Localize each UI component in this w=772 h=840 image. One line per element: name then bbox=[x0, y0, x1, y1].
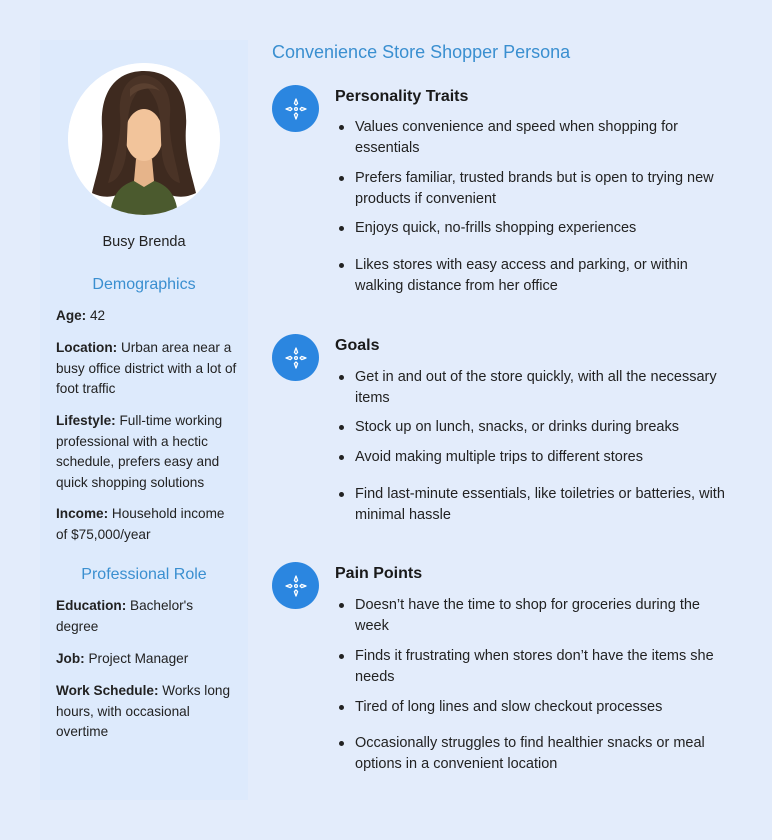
list-item: Stock up on lunch, snacks, or drinks during breaks bbox=[355, 417, 730, 438]
persona-sidebar bbox=[40, 40, 248, 800]
page-title: Convenience Store Shopper Persona bbox=[272, 42, 571, 62]
section-heading-personality: Personality Traits bbox=[335, 88, 469, 105]
avatar bbox=[68, 63, 220, 215]
age-value: 42 bbox=[86, 308, 106, 323]
job-label: Job: bbox=[56, 651, 85, 666]
job-value: Project Manager bbox=[84, 651, 189, 666]
age-label: Age: bbox=[56, 308, 87, 323]
location-label: Location: bbox=[56, 340, 118, 355]
list-item: Enjoys quick, no-frills shopping experiences bbox=[355, 218, 730, 239]
section-heading-pain-points: Pain Points bbox=[335, 565, 423, 582]
list-item: Finds it frustrating when stores don’t have the items she needs bbox=[355, 646, 730, 688]
section-heading-goals: Goals bbox=[335, 337, 380, 354]
education-value: Bachelor's degree bbox=[56, 598, 194, 634]
schedule-label: Work Schedule: bbox=[56, 683, 159, 698]
lifestyle-label: Lifestyle: bbox=[56, 413, 116, 428]
field-location bbox=[56, 338, 238, 400]
field-work-schedule bbox=[56, 681, 238, 743]
list-item: Find last-minute essentials, like toiletries or batteries, with minimal hassle bbox=[355, 484, 730, 526]
list-item: Likes stores with easy access and parking, or within walking distance from her office bbox=[355, 255, 730, 297]
list-item: Occasionally struggles to find healthier snacks or meal options in a convenient location bbox=[355, 733, 730, 775]
list-item: Prefers familiar, trusted brands but is open to trying new products if convenient bbox=[355, 168, 730, 210]
income-label: Income: bbox=[56, 506, 109, 521]
demographics-heading: Demographics bbox=[92, 276, 196, 293]
sparkle-icon bbox=[272, 85, 319, 132]
field-income bbox=[56, 504, 238, 545]
persona-name: Busy Brenda bbox=[102, 234, 186, 250]
schedule-value: Works long hours, with occasional overtime bbox=[56, 683, 231, 739]
field-education bbox=[56, 596, 238, 637]
list-item: Avoid making multiple trips to different stores bbox=[355, 447, 730, 468]
list-item: Tired of long lines and slow checkout processes bbox=[355, 697, 730, 718]
field-job bbox=[56, 649, 238, 670]
list-item: Values convenience and speed when shopping for essentials bbox=[355, 117, 730, 159]
field-lifestyle bbox=[56, 411, 238, 493]
field-age bbox=[56, 306, 238, 327]
sparkle-icon bbox=[272, 334, 319, 381]
sparkle-icon bbox=[272, 562, 319, 609]
education-label: Education: bbox=[56, 598, 127, 613]
list-item: Doesn’t have the time to shop for groceries during the week bbox=[355, 595, 730, 637]
income-value: Household income of $75,000/year bbox=[56, 506, 225, 542]
location-value: Urban area near a busy office district with a lot of foot traffic bbox=[56, 340, 237, 396]
persona-illustration bbox=[68, 63, 220, 215]
professional-role-heading: Professional Role bbox=[81, 566, 207, 583]
list-item: Get in and out of the store quickly, with all the necessary items bbox=[355, 367, 730, 409]
lifestyle-value: Full-time working professional with a hectic schedule, prefers easy and quick shopping solutions bbox=[56, 413, 223, 490]
